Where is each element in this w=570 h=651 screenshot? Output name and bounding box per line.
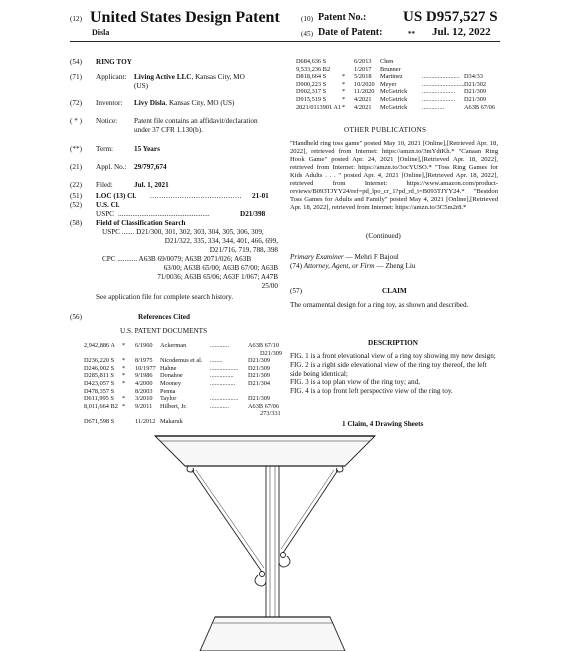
citation-date: 11/2020 — [354, 88, 375, 96]
citation-class: D21/309 — [248, 357, 271, 365]
citation-dots: ............... — [210, 372, 234, 380]
citation-number: 2,942,886 A — [84, 342, 115, 349]
patent-no-label: Patent No.: — [318, 12, 367, 23]
citation-mark: * — [342, 103, 346, 111]
continued-note: (Continued) — [366, 232, 401, 240]
citation-class: D21/304 — [248, 380, 271, 387]
citation-name: Donahoe — [160, 372, 183, 380]
citation-dots: ............ — [210, 342, 229, 349]
citation-date: 11/2012 — [135, 418, 156, 425]
citation-mark: * — [342, 73, 346, 81]
citation-name: Taylor — [160, 395, 177, 403]
citation-number: D902,317 S — [296, 88, 327, 96]
citation-name: Mooney — [160, 380, 181, 387]
us-patent-docs-heading: U.S. PATENT DOCUMENTS — [120, 327, 208, 335]
citation-number: D684,636 S — [296, 58, 327, 65]
citation-date: 8/1975 — [135, 357, 153, 365]
citation-name: Chen — [380, 58, 394, 65]
citation-dots: .................. — [210, 395, 239, 403]
citation-date: 4/2021 — [354, 103, 372, 111]
citation-mark: * — [122, 395, 126, 403]
citation-date: 6/2013 — [354, 58, 372, 65]
citation-class: A63B 67/10 — [248, 342, 279, 349]
citation-name: McGetrick — [380, 88, 408, 96]
citation-number: 8,011,664 B2 — [84, 402, 118, 410]
other-publications-heading: OTHER PUBLICATIONS — [344, 126, 427, 134]
date-code: (45) — [301, 30, 313, 38]
citation-mark: * — [122, 402, 126, 410]
citation-dots: ........................... — [422, 80, 465, 88]
top-plate — [155, 436, 375, 466]
patent-date: Jul. 12, 2022 — [432, 26, 491, 38]
kind-code: (12) — [70, 15, 82, 23]
citation-name: Martinez — [380, 73, 403, 81]
citation-mark: * — [122, 380, 126, 387]
search-history-note: See application file for complete search history. — [96, 293, 234, 301]
citation-name: Hilbert, Jr. — [160, 402, 187, 410]
date-label: Date of Patent: — [318, 27, 383, 38]
attorney-line: (74) Attorney, Agent, or Firm — Zheng Liu — [290, 262, 416, 270]
citation-number: D478,357 S — [84, 387, 115, 395]
citation-mark: * — [122, 364, 126, 372]
citation-dots: ........ — [210, 357, 223, 365]
other-publications-text: "Handheld ring toss game" posted May 10, 2021 [Online],[Retrieved Apr. 18, 2022], retrieved from Internet: https://amzn.to/3mYdtKh.* "Canaan Ring Hook Game" posted Apr. 24, 2021 [Online],[Retrieved Apr. 18, 2022], retrieved from Internet: https://amzn.to/3ocYUSO.* "Toss Ring Games for Kids Adults . . . " posted Apr. 4, 2021 [Online],[Retrieved Apr. 18, 2022], retrieved from Internet: https://www.amazon.com/product-reviews/B093TJYY24/ref=pd_lpo_cr_1?pd_rd_i=B093TJYY24.* "Bestdon Toss Games for Adults and Family" posted May 4, 2021 [Online],[Retrieved Apr. 18, 2022], retrieved from Internet: https://amzn.to/3C5m2r8.* — [290, 140, 498, 211]
citation-class: D21/302 — [464, 80, 487, 88]
citation-number: 9,533,236 B2 — [296, 65, 331, 73]
citation-number: D915,519 S — [296, 96, 327, 103]
citation-name: Meyer — [380, 80, 397, 88]
citation-class: A63B 67/06 — [248, 402, 279, 410]
hanging-strings — [187, 466, 343, 572]
inventor-short: Disla — [92, 28, 110, 37]
citation-mark: * — [122, 372, 126, 380]
citation-class: D21/309 — [248, 395, 271, 403]
citation-date: 5/2018 — [354, 73, 372, 81]
citation-dots: ................ — [210, 380, 236, 387]
citation-date: 1/2017 — [354, 65, 372, 73]
examiner-line: Primary Examiner — Mehri F Bajoul — [290, 253, 399, 261]
citation-number: D900,223 S — [296, 80, 327, 88]
document-title: United States Design Patent — [90, 9, 280, 26]
citation-number: D818,664 S — [296, 73, 327, 81]
citation-class: 273/331 — [260, 410, 281, 418]
patent-number: US D957,527 S — [403, 9, 498, 25]
citation-name: Penna — [160, 387, 176, 395]
citation-date: 9/1986 — [135, 372, 153, 380]
base-plate — [200, 617, 345, 651]
citation-date: 4/2021 — [354, 96, 372, 103]
citation-name: Nicodemus et al. — [160, 357, 203, 365]
citation-date: 10/2020 — [354, 80, 375, 88]
citation-class: D21/309 — [260, 349, 283, 357]
citation-number: D236,220 S — [84, 357, 115, 365]
description-fig2: FIG. 2 is a right side elevational view of the ring toy thereof, the left side being identical; — [290, 360, 487, 378]
citation-date: 6/1960 — [135, 342, 153, 349]
citation-name: Makaruk — [160, 418, 183, 425]
citation-name: Brunner — [380, 65, 401, 73]
claim-heading: CLAIM — [382, 287, 407, 295]
citation-class: A63B 67/06 — [464, 103, 495, 111]
citation-class: D21/309 — [464, 96, 487, 103]
citation-number: D285,811 S — [84, 372, 114, 380]
citation-class: D21/309 — [248, 364, 271, 372]
citation-name: McGetrick — [380, 103, 408, 111]
citation-date: 4/2000 — [135, 380, 153, 387]
citation-class: D34/33 — [464, 73, 483, 81]
citation-number: 2021/0113901 A1 — [296, 103, 342, 111]
citation-date: 3/2010 — [135, 395, 153, 403]
citation-mark: * — [122, 357, 126, 365]
citation-dots: ..................... — [422, 88, 456, 96]
citation-dots: .............. — [422, 103, 445, 111]
citation-class: D21/309 — [464, 88, 487, 96]
citation-mark: * — [342, 88, 346, 96]
citation-name: McGetrick — [380, 96, 408, 103]
claim-code: (57) — [290, 287, 302, 295]
date-mark: ** — [408, 30, 415, 38]
citation-number: D423,057 S — [84, 380, 115, 387]
citation-name: Hahne — [160, 364, 177, 372]
description-fig1: FIG. 1 is a front elevational view of a ring toy showing my new design; — [290, 352, 496, 360]
citation-number: D246,002 S — [84, 364, 115, 372]
citation-date: 10/1977 — [135, 364, 156, 372]
citation-number: D671,598 S — [84, 418, 115, 425]
citation-mark: * — [342, 80, 346, 88]
citation-mark: * — [342, 96, 346, 103]
citation-date: 9/2011 — [135, 402, 153, 410]
citation-dots: ..................... — [422, 96, 456, 103]
citation-class: D21/309 — [248, 372, 271, 380]
citation-number: D611,995 S — [84, 395, 114, 403]
citation-dots: ........................ — [422, 73, 460, 81]
center-pole — [266, 466, 279, 617]
claims-drawings-line: 1 Claim, 4 Drawing Sheets — [342, 420, 424, 428]
citation-name: Ackerman — [160, 342, 187, 349]
description-fig3: FIG. 3 is a top plan view of the ring toy; and, — [290, 378, 420, 387]
citation-date: 8/2003 — [135, 387, 153, 395]
claim-text: The ornamental design for a ring toy, as shown and described. — [290, 301, 469, 309]
citation-mark: * — [122, 342, 126, 349]
patent-no-code: (10) — [301, 15, 313, 23]
citation-dots: .................. — [210, 364, 239, 372]
description-fig4: FIG. 4 is a top front left perspective view of the ring toy. — [290, 387, 453, 396]
citation-dots: ............ — [210, 402, 229, 410]
description-heading: DESCRIPTION — [368, 339, 418, 347]
